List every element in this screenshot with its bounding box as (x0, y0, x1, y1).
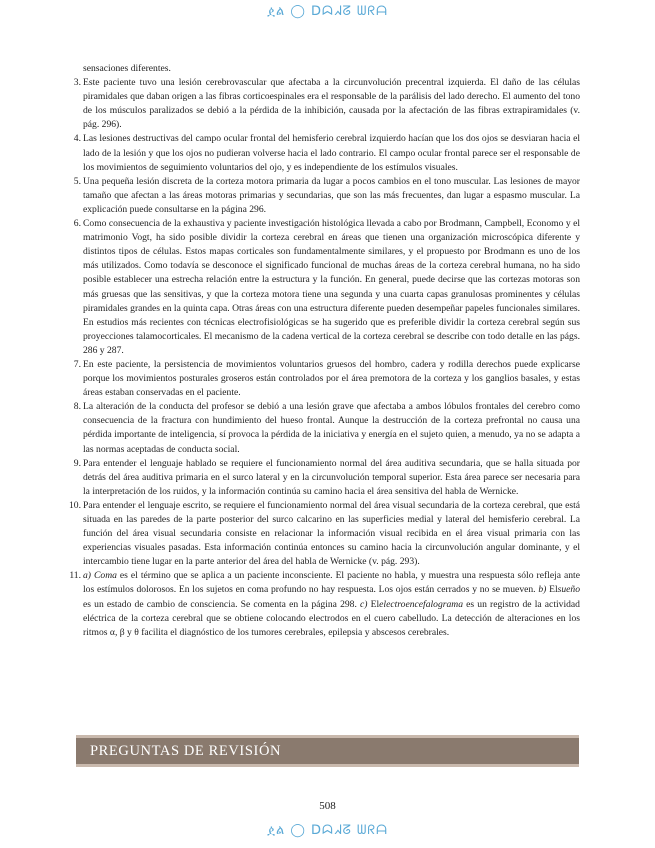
header-watermark-logo: ዸል ◯ ᗞᗣᖽᘔ ᗯᖇᗩ (267, 4, 388, 19)
part-c-label: c) (360, 598, 368, 610)
answer-item-5 (66, 175, 580, 217)
footer-watermark-logo: ዸል ◯ ᗞᗣᖽᘔ ᗯᖇᗩ (267, 823, 388, 838)
answer-item-3 (66, 76, 580, 132)
answer-text: Las lesiones destructivas del campo ocular frontal del hemisferio cerebral izquierdo hacían que los dos ojos se desviaran hacia el lado de la lesión y que los ojos no pudieran volverse hacia el lado contrario. El campo ocular frontal parece ser el responsable de los movimientos de seguimiento voluntarios del ojo, y es independiente de los estímulos visuales. (83, 133, 580, 173)
answers-section (66, 62, 580, 640)
answer-text: Una pequeña lesión discreta de la corteza motora primaria da lugar a pocos cambios en el tono muscular. Las lesiones de mayor tamaño que afectan a las áreas motoras primarias y secundarias, que son las más frecuentes, dan lugar a espasmo muscular. La explicación puede consultarse en la página 296. (83, 175, 580, 215)
answer-number: 7. (73, 358, 81, 370)
answer-number: 11. (69, 570, 81, 582)
answer-text (83, 569, 580, 639)
page-number: 508 (319, 800, 336, 812)
answer-text: Para entender el lenguaje escrito, se requiere el funcionamiento normal del área visual secundaria de la corteza cerebral, que está situada en las paredes de la parte posterior del surco calcarino en las superficies medial y lateral del hemisferio cerebral. La función del área visual secundaria consiste en relacionar la información visual recibida en el área visual primaria con las experiencias visuales pasadas. Esta información continúa entonces su camino hacia la circunvolución angular dominante, y el intercambio tiene lugar en la parte anterior del área del habla de Wernicke (v. pág. 293). (83, 499, 580, 568)
term-electroencefalograma: electroencefalograma (379, 598, 463, 610)
answer-item-4 (66, 132, 580, 174)
answer-number: 3. (73, 77, 81, 89)
answer-item-10 (66, 499, 580, 569)
section-heading-banner (76, 735, 579, 767)
term-sueno: sueño (557, 584, 580, 596)
answer-number: 8. (73, 401, 81, 413)
answer-item-9 (66, 457, 580, 499)
answer-number: 9. (73, 457, 81, 469)
section-title: PREGUNTAS DE REVISIÓN (90, 743, 282, 759)
answer-text: Para entender el lenguaje hablado se requiere el funcionamiento normal del área auditiva secundaria, que se halla situada por detrás del área auditiva primaria en el surco lateral y en la circunvolución temporal superior. Esta área parece ser necesaria para la interpretación de los ruidos, y la información continúa su camino hacia el área sensitiva del habla de Wernicke. (83, 457, 580, 497)
part-c-text: es un registro de la actividad eléctrica de la corteza cerebral que se obtiene colocando electrodos en el cuero cabelludo. La detección de alteraciones en los ritmos α, β y θ facilita el diagnóstico de los tumores cerebrales, epilepsia y abscesos cerebrales. (83, 598, 580, 638)
answer-item-11 (66, 569, 580, 639)
continued-text: sensaciones diferentes. (83, 63, 171, 74)
part-a-label: a) (83, 570, 91, 582)
answer-text: Como consecuencia de la exhaustiva y paciente investigación histológica llevada a cabo por Brodmann, Campbell, Economo y el matrimonio Vogt, ha sido posible dividir la corteza cerebral en áreas que tienen una organización microscópica diferente y distintos tipos de células. Estos mapas corticales son fundamentalmente similares, y el propuesto por Brodmann es uno de los más utilizados. Como todavía se desconoce el significado funcional de muchas áreas de la corteza cerebral humana, no ha sido posible establecer una estrecha relación entre la estructura y la función. En general, puede decirse que las cortezas motoras son más gruesas que las sensitivas, y que la corteza motora tiene una segunda y una cuarta capas granulosas prominentes y células piramidales grandes en la quinta capa. Otras áreas con una estructura diferente pueden desempeñar papeles funcionales similares. En estudios más recientes con técnicas electrofisiológicas se ha sugerido que es preferible dividir la corteza cerebral según sus proyecciones talamocorticales. El mecanismo de la cadena vertical de la corteza cerebral se describe con todo detalle en las págs. 286 y 287. (83, 218, 580, 356)
answer-number: 10. (69, 499, 81, 511)
answer-number: 6. (73, 218, 81, 230)
part-c-article: El (370, 598, 380, 610)
part-b-text: es un estado de cambio de consciencia. Se comenta en la página 298. (83, 598, 357, 610)
answer-item-7 (66, 358, 580, 400)
answer-text: Este paciente tuvo una lesión cerebrovascular que afectaba a la circunvolución precentral izquierda. El daño de las células piramidales que daban origen a las fibras corticoespinales era el responsable de la parálisis del lado derecho. El aumento del tono de los músculos paralizados se debió a la pérdida de la inhibición, causada por la afectación de las fibras extrapiramidales (v. pág. 296). (83, 77, 580, 131)
part-a-text: es el término que se aplica a un paciente inconsciente. El paciente no habla, y muestra una respuesta sólo refleja ante los estímulos dolorosos. En los sujetos en coma profundo no hay respuesta. Los ojos están cerrados y no se mueven. (83, 570, 580, 596)
part-b-label: b) (538, 584, 547, 596)
part-b-article: El (549, 584, 558, 596)
answer-number: 5. (73, 175, 81, 187)
answer-item-8 (66, 400, 580, 456)
answer-number: 4. (73, 133, 81, 145)
answer-list (66, 76, 580, 640)
answer-text: La alteración de la conducta del profesor se debió a una lesión grave que afectaba a ambos lóbulos frontales del cerebro como consecuencia de la fractura con hundimiento del hueso frontal. Aunque la destrucción de la corteza prefrontal no causa una pérdida importante de inteligencia, sí provoca la pérdida de la iniciativa y energía en el sujeto quien, a menudo, ya no se adapta a las normas aceptadas de conducta social. (83, 401, 580, 455)
answer-item-6 (66, 217, 580, 358)
term-coma: Coma (94, 570, 117, 582)
answer-text: En este paciente, la persistencia de movimientos voluntarios gruesos del hombro, cadera y rodilla derechos puede explicarse porque los movimientos posturales groseros están controlados por el área premotora de la corteza y los ganglios basales, y estas áreas estaban conservadas en el paciente. (83, 358, 580, 399)
